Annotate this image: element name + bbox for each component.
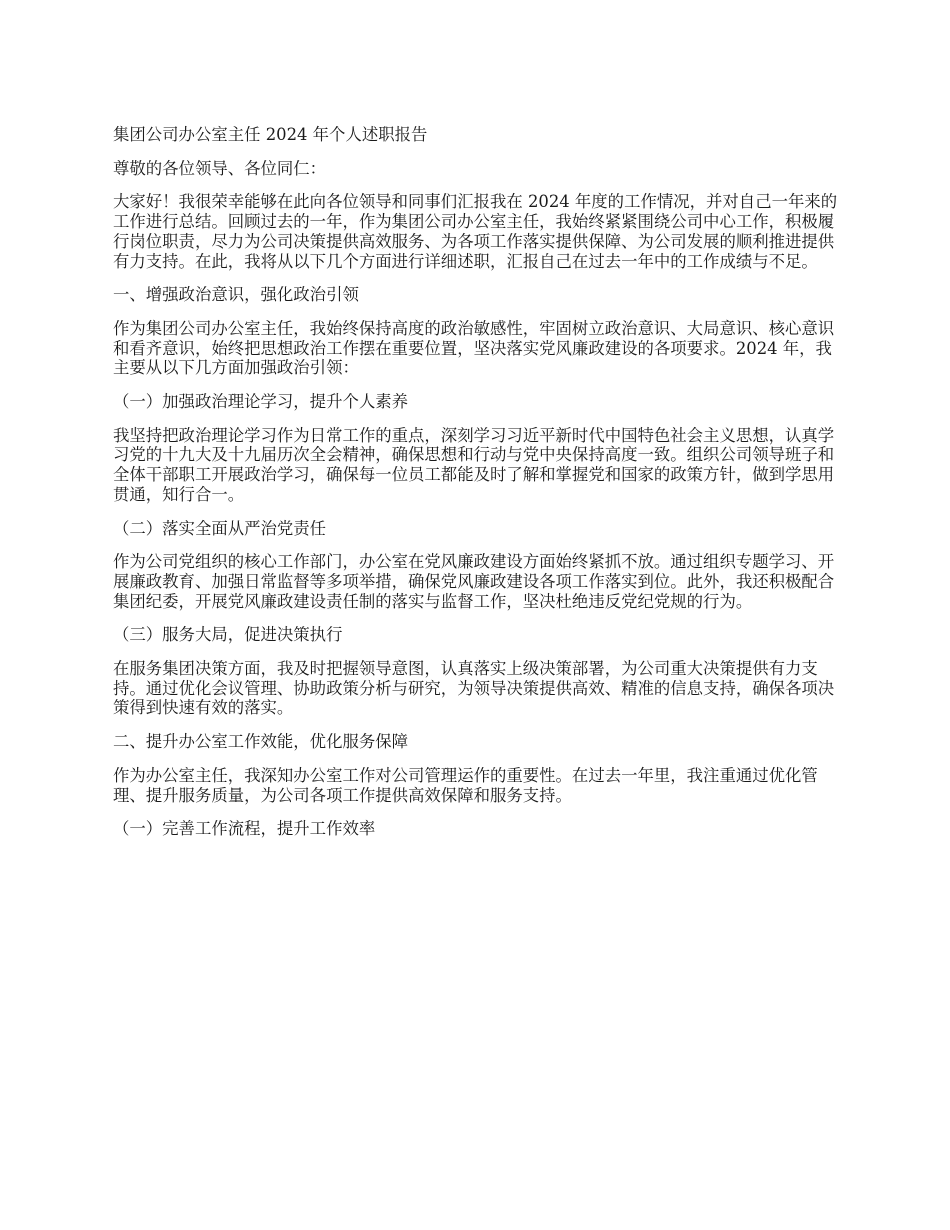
section-heading: （一）完善工作流程，提升工作效率: [113, 819, 376, 839]
section-heading: （二）落实全面从严治党责任: [113, 518, 327, 538]
paragraph: 我坚持把政治理论学习作为日常工作的重点，深刻学习习近平新时代中国特色社会主义思想，认真学习党的十九大及十九届历次全会精神，确保思想和行动与党中央保持高度一致。组织公司领导班子和全体干部职工开展政治学习，确保每一位员工都能及时了解和掌握党和国家的政策方针，做到学思用贯通，知行合一。: [113, 425, 835, 504]
section-heading: 一、增强政治意识，强化政治引领: [113, 285, 359, 305]
document-title: 集团公司办公室主任 2024 年个人述职报告: [113, 125, 428, 144]
paragraph: 作为公司党组织的核心工作部门，办公室在党风廉政建设方面始终紧抓不放。通过组织专题学习、开展廉政教育、加强日常监督等多项举措，确保党风廉政建设各项工作落实到位。此外，我还积极配合集团纪委，开展党风廉政建设责任制的落实与监督工作，坚决杜绝违反党纪党规的行为。: [113, 552, 835, 611]
paragraph: 作为集团公司办公室主任，我始终保持高度的政治敏感性，牢固树立政治意识、大局意识、核心意识和看齐意识，始终把思想政治工作摆在重要位置，坚决落实党风廉政建设的各项要求。2024 年，我主要从以下几方面加强政治引领：: [113, 318, 835, 378]
paragraph: 在服务集团决策方面，我及时把握领导意图，认真落实上级决策部署，为公司重大决策提供有力支持。通过优化会议管理、协助政策分析与研究，为领导决策提供高效、精准的信息支持，确保各项决策得到快速有效的落实。: [113, 659, 835, 718]
paragraph: 大家好！我很荣幸能够在此向各位领导和同事们汇报我在 2024 年度的工作情况，并对自己一年来的工作进行总结。回顾过去的一年，作为集团公司办公室主任，我始终紧紧围绕公司中心工作，积极履行岗位职责，尽力为公司决策提供高效服务、为各项工作落实提供保障、为公司发展的顺利推进提供有力支持。在此，我将从以下几个方面进行详细述职，汇报自己在过去一年中的工作成绩与不足。: [113, 192, 838, 271]
section-heading: （一）加强政治理论学习，提升个人素养: [113, 392, 409, 412]
section-heading: 二、提升办公室工作效能，优化服务保障: [113, 732, 409, 752]
section-heading: （三）服务大局，促进决策执行: [113, 625, 343, 645]
document-body: [113, 192, 839, 839]
greeting: 尊敬的各位领导、各位同仁：: [113, 158, 327, 178]
document-page: [113, 125, 839, 853]
paragraph: 作为办公室主任，我深知办公室工作对公司管理运作的重要性。在过去一年里，我注重通过优化管理、提升服务质量，为公司各项工作提供高效保障和服务支持。: [113, 765, 818, 805]
